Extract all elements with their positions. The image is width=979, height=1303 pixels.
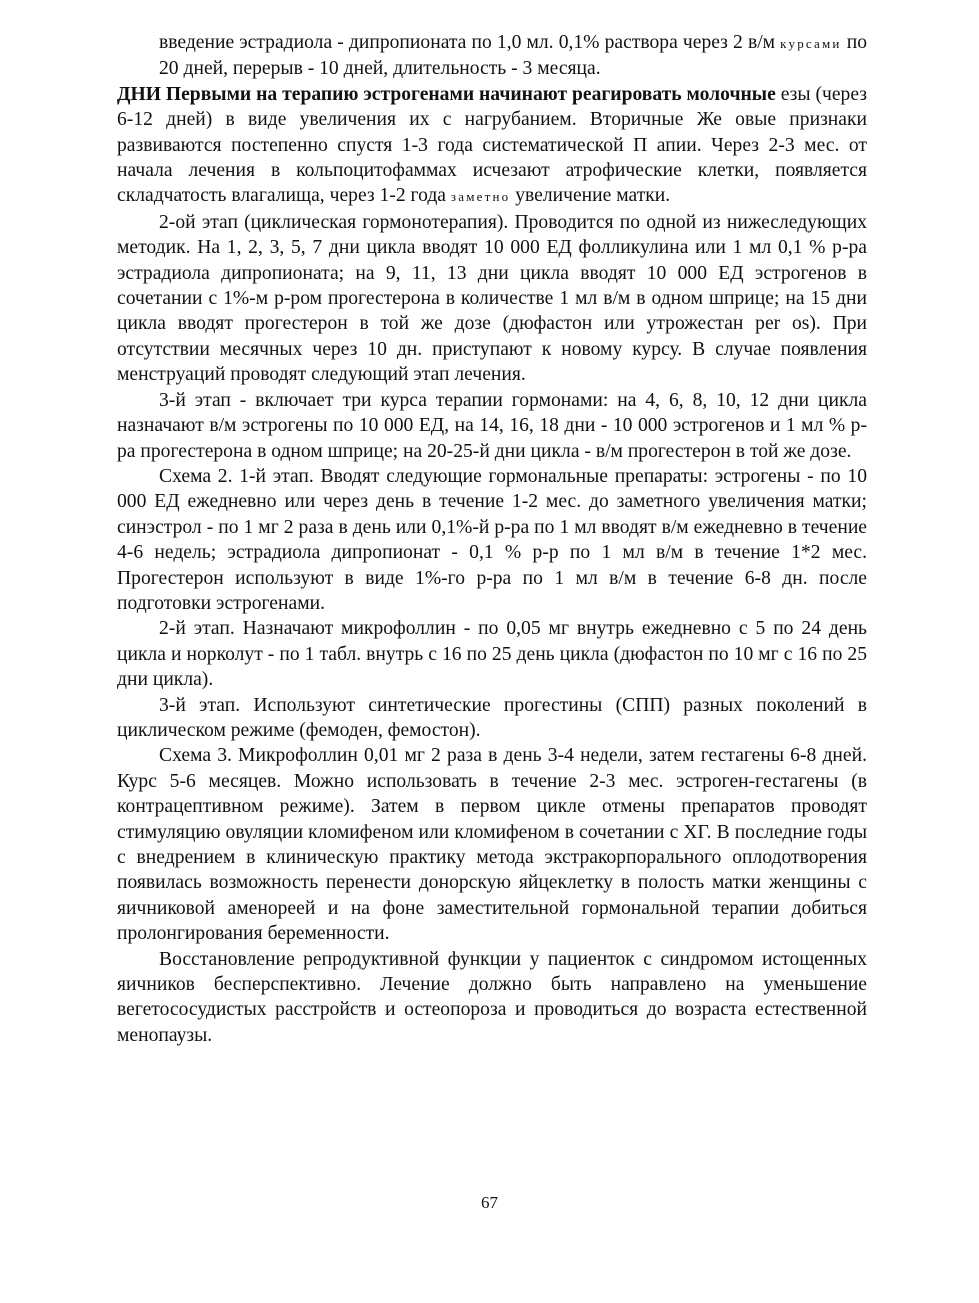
paragraph-continued-dosing [117,30,867,82]
paragraph-scheme-2-stage-1: Схема 2. 1-й этап. Вводят следующие гормональные препараты: эстрогены - по 10 000 ЕД ежедневно или через день в течение 1-2 мес. до заметного увеличения матки; синэстрол - по 1 мг 2 раза в день или 0,1%-й р-ра по 1 мл вводят в/м ежедневно в течение 4-6 недель; эстрадиола дипропионат - 0,1 % р-р по 1 мл в/м в течение 1*2 мес. Прогестерон используют в виде 1%-го р-ра по 1 мл в/м в течение 6-8 дн. после подготовки эстрогенами. [117,465,867,614]
paragraph-stage-3: 3-й этап - включает три курса терапии гормонами: на 4, 6, 8, 10, 12 дни цикла назначают в/м эстрогены по 10 000 ЕД, на 14, 16, 18 дни - 10 000 эстрогенов и 1 мл % р-ра прогестерона в одном шприце; на 20-25-й дни цикла - в/м прогестерон в той же дозе. [117,389,867,462]
paragraph-text: увеличение матки. [510,185,671,207]
paragraph-text: введение эстрадиола - дипропионата по 1,0 мл. 0,1% раствора через 2 в/м [159,32,781,53]
paragraph-scheme-3: Схема 3. Микрофоллин 0,01 мг 2 раза в день 3-4 недели, затем гестагены 6-8 дней. Курс 5-6 месяцев. Можно использовать в течение 2-3 мес. эстроген-гестагены (в контрацептивном режиме). Затем в первом цикле отмены препаратов проводят стимуляцию овуляции кломифеном или кломифеном в сочетании с ХГ. В последние годы с внедрением в клиническую практику метода экстракорпорального оплодотворения появилась возможность перенести донорскую яйцеклетку в полость матки женщины с яичниковой аменореей и на фоне заместительной гормональной терапии добиться пролонгирования беременности. [117,745,867,945]
paragraph-stage-2: 2-ой этап (циклическая гормонотерапия). Проводится по одной из нижеследующих методик. На 1, 2, 3, 5, 7 дни цикла вводят 10 000 ЕД фолликулина или 1 мл 0,1 % р-ра эстрадиола дипропионата; на 9, 11, 13 дни цикла вводят 10 000 ЕД эстрогенов в сочетании с 1%-м р-ром прогестерона в количестве 1 мл в/м в одном шприце; на 15 дни цикла вводят прогестерон в той же дозе (дюфастон или утрожестан per os). При отсутствии месячных через 10 дн. приступают к новому курсу. В случае появления менструаций проводят следующий этап лечения. [117,211,867,386]
inline-small-text: курсами [780,36,842,51]
bold-lead-text: ДНИ Первыми на терапию эстрогенами начинают реагировать молочные [117,83,776,105]
paragraph-text: езы (через 6-12 дней) в виде увеличения их с нагрубанием. Вторичные Же овые признаки развиваются постепенно спустя 1-3 года систематической П апии. Через 2-3 мес. от начала лечения в кольпоцитофаммах исчезают атрофические клетки, появляется складчатость влагалища, через 1-2 года [117,83,868,207]
paragraph-restoration: Восстановление репродуктивной функции у пациенток с синдромом истощенных яичников бесперспективно. Лечение должно быть направлено на уменьшение вегетососудистых расстройств и остеопороза и проводиться до возраста естественной менопаузы. [117,948,867,1046]
paragraph-breast-reaction [117,82,867,210]
paragraph-text: по 20 дней, перерыв - 10 дней, длительность - 3 месяца. [159,32,867,80]
paragraph-scheme-2-stage-3: 3-й этап. Используют синтетические прогестины (СПП) разных поколений в циклическом режиме (фемоден, фемостон). [117,694,867,741]
inline-small-text: заметно [450,189,511,205]
document-body [117,30,867,1048]
paragraph-scheme-2-stage-2: 2-й этап. Назначают микрофоллин - по 0,05 мг внутрь ежедневно с 5 по 24 день цикла и норколут - по 1 табл. внутрь с 16 по 25 день цикла (дюфастон по 10 мг с 16 по 25 дни цикла). [117,618,867,691]
page-number: 67 [481,1193,498,1212]
